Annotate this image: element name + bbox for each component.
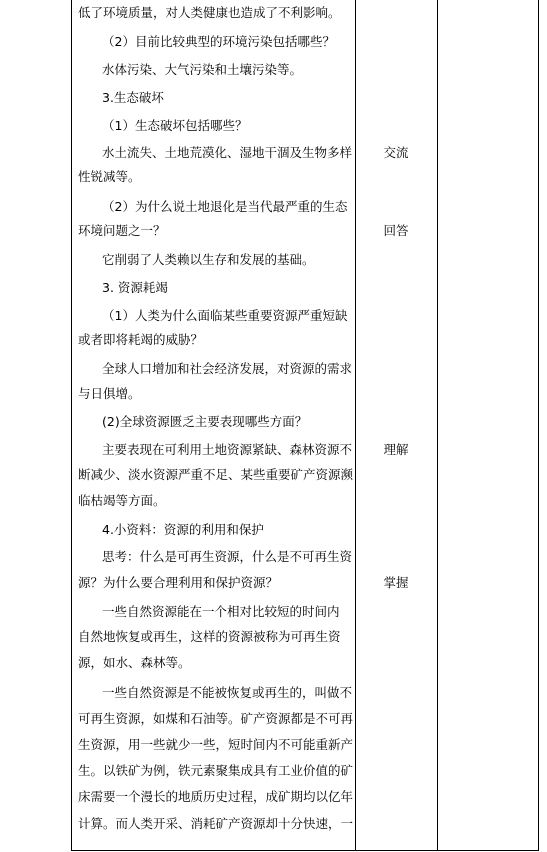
text-line: 自然地恢复或再生，这样的资源被称为可再生资 (78, 629, 341, 644)
text-line: (2)全球资源匮乏主要表现哪些方面？ (102, 414, 308, 429)
text-line: 3. 资源耗竭 (102, 280, 168, 295)
text-line: 低了环境质量，对人类健康也造成了不利影响。 (78, 5, 341, 20)
text-line: 思考：什么是可再生资源，什么是不可再生资 (102, 549, 353, 564)
text-line: 主要表现在可利用土地资源紧缺、森林资源不 (102, 442, 353, 457)
text-line: （1）生态破坏包括哪些？ (102, 118, 248, 133)
text-line: 床需要一个漫长的地质历史过程，成矿期均以亿年 (78, 789, 354, 804)
text-line: 性锐减等。 (78, 169, 141, 184)
text-line: （2）为什么说土地退化是当代最严重的生态 (102, 199, 348, 214)
text-line: （1）人类为什么面临某些重要资源严重短缺 (102, 308, 348, 323)
text-line: 4.小资料：资源的利用和保护 (102, 522, 264, 537)
text-line: 或者即将耗竭的威胁？ (78, 332, 204, 347)
table-border-bottom (71, 850, 538, 851)
text-line: 水体污染、大气污染和土壤污染等。 (102, 62, 303, 77)
text-line: 生。以铁矿为例，铁元素聚集成具有工业价值的矿 (78, 763, 354, 778)
text-line: 断减少、淡水资源严重不足、某些重要矿产资源濒 (78, 467, 354, 482)
text-line: 全球人口增加和社会经济发展，对资源的需求 (102, 361, 353, 376)
text-line: 临枯竭等方面。 (78, 493, 166, 508)
text-line: 一些自然资源能在一个相对比较短的时间内 (102, 604, 340, 619)
text-line: 源，如水、森林等。 (78, 655, 191, 670)
activity-label: 交流 (383, 145, 409, 160)
activity-label: 理解 (383, 442, 409, 457)
text-line: 3.生态破坏 (102, 90, 164, 105)
activity-label: 回答 (383, 223, 409, 238)
text-line: 可再生资源，如煤和石油等。矿产资源都是不可再 (78, 711, 354, 726)
text-line: （2）目前比较典型的环境污染包括哪些？ (102, 34, 335, 49)
text-line: 环境问题之一？ (78, 223, 166, 238)
text-line: 源？为什么要合理利用和保护资源？ (78, 575, 279, 590)
text-line: 一些自然资源是不能被恢复或再生的，叫做不 (102, 685, 353, 700)
text-line: 生资源，用一些就少一些，短时间内不可能重新产 (78, 737, 354, 752)
text-line: 它削弱了人类赖以生存和发展的基础。 (102, 252, 315, 267)
text-line: 水土流失、土地荒漠化、湿地干涸及生物多样 (102, 145, 353, 160)
text-line: 与日俱增。 (78, 386, 141, 401)
text-line: 计算。而人类开采、消耗矿产资源却十分快速，一 (78, 816, 354, 831)
activity-label: 掌握 (383, 575, 409, 590)
table-border-left (71, 0, 72, 851)
